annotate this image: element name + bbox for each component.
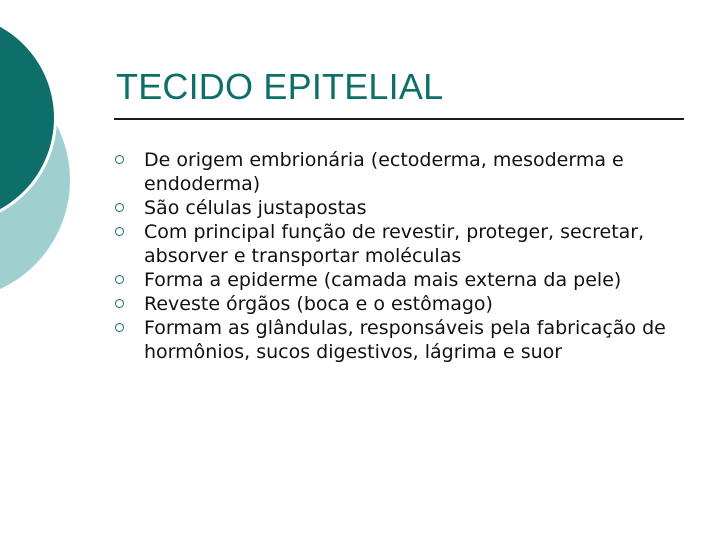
bullet-icon <box>112 268 144 292</box>
bullet-text: Forma a epiderme (camada mais externa da pele) <box>144 269 622 291</box>
slide-title: TECIDO EPITELIAL <box>116 66 444 107</box>
list-item <box>112 316 692 364</box>
bullet-text: De origem embrionária (ectoderma, mesoderma e endoderma) <box>144 149 624 195</box>
bullet-text: Formam as glândulas, responsáveis pela fabricação de hormônios, sucos digestivos, lágrima e suor <box>144 317 666 363</box>
bullet-text: Com principal função de revestir, proteger, secretar, absorver e transportar moléculas <box>144 221 645 267</box>
list-item <box>112 268 692 292</box>
bullet-icon <box>112 316 144 340</box>
list-item <box>112 148 692 196</box>
bullet-icon <box>112 196 144 220</box>
bullet-text: São células justapostas <box>144 197 367 219</box>
list-item <box>112 220 692 268</box>
bullet-list <box>112 148 692 364</box>
title-divider <box>114 118 684 120</box>
bullet-icon <box>112 292 144 316</box>
list-item <box>112 196 692 220</box>
bullet-text: Reveste órgãos (boca e o estômago) <box>144 293 493 315</box>
bullet-icon <box>112 148 144 172</box>
list-item <box>112 292 692 316</box>
bullet-icon <box>112 220 144 244</box>
decorative-circles <box>0 0 120 300</box>
